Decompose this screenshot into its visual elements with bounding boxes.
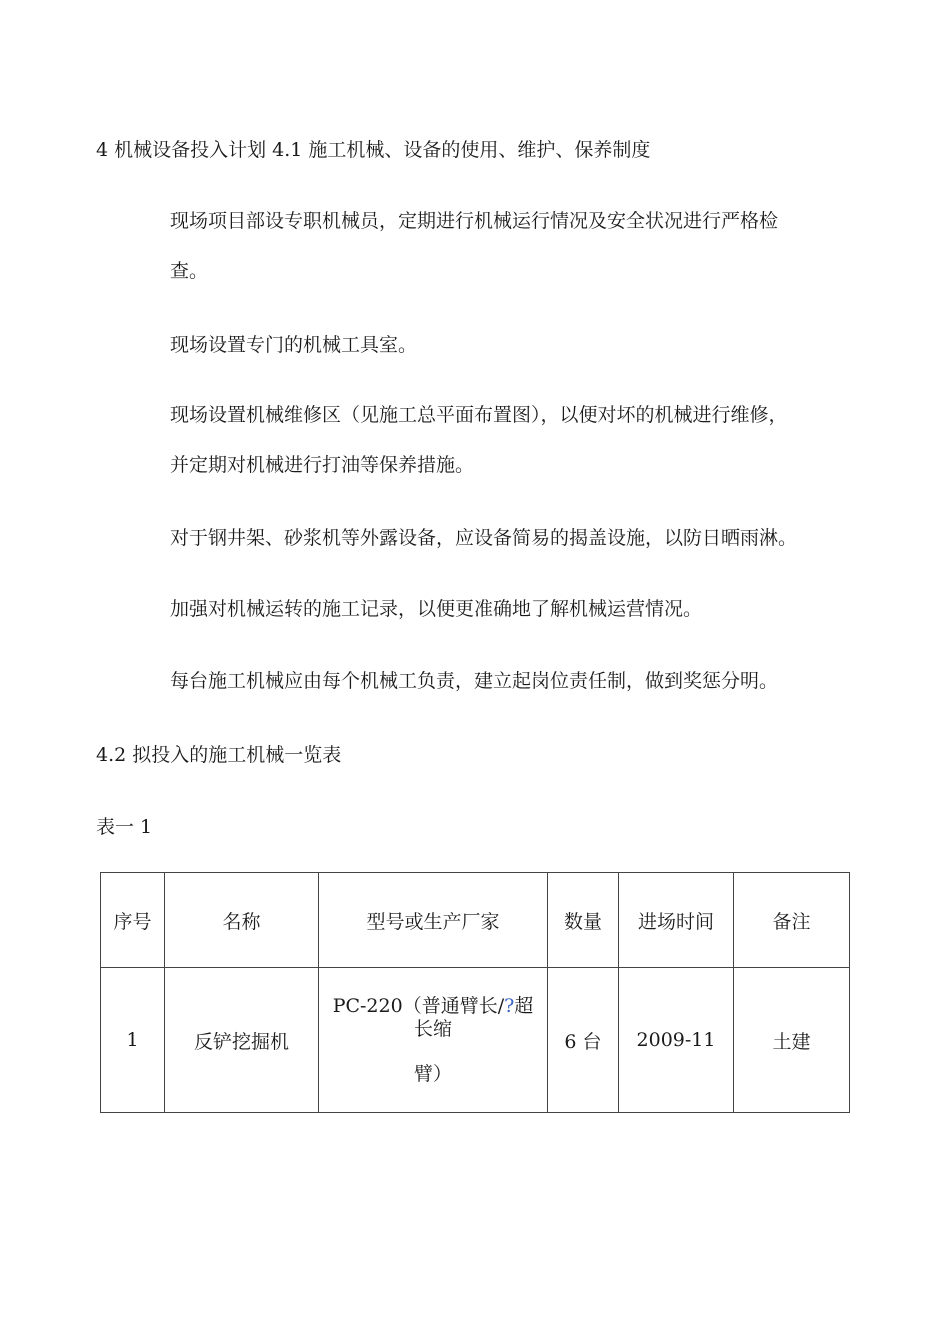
model-line-1-a: PC-220（普通臂长/ xyxy=(332,994,505,1017)
model-line-1-q: ? xyxy=(504,994,515,1017)
table-row xyxy=(101,968,850,1113)
cell-remark: 土建 xyxy=(734,968,850,1113)
table-caption: 表一 1 xyxy=(96,816,153,838)
paragraph-1-line-1: 现场项目部设专职机械员，定期进行机械运行情况及安全状况进行严格检 xyxy=(170,210,779,232)
paragraph-4: 对于钢井架、砂浆机等外露设备，应设备简易的揭盖设施，以防日晒雨淋。 xyxy=(170,527,798,549)
header-index: 序号 xyxy=(101,873,165,968)
header-quantity: 数量 xyxy=(548,873,619,968)
machinery-table xyxy=(100,872,850,1113)
cell-index: 1 xyxy=(101,968,165,1113)
model-line-1-b: 超 xyxy=(514,994,534,1017)
table-header-row xyxy=(101,873,850,968)
model-line-2: 长缩 xyxy=(413,1017,452,1040)
paragraph-6: 每台施工机械应由每个机械工负责，建立起岗位责任制，做到奖惩分明。 xyxy=(170,670,779,692)
cell-name: 反铲挖掘机 xyxy=(165,968,319,1113)
paragraph-3-line-1: 现场设置机械维修区（见施工总平面布置图），以便对坏的机械进行维修， xyxy=(170,404,788,426)
model-line-1 xyxy=(319,995,547,1018)
header-name: 名称 xyxy=(165,873,319,968)
paragraph-3-line-2: 并定期对机械进行打油等保养措施。 xyxy=(170,454,475,476)
section-heading-4-2: 4.2 拟投入的施工机械一览表 xyxy=(96,744,342,766)
paragraph-5: 加强对机械运转的施工记录，以便更准确地了解机械运营情况。 xyxy=(170,598,703,620)
paragraph-2: 现场设置专门的机械工具室。 xyxy=(170,334,418,356)
header-model: 型号或生产厂家 xyxy=(319,873,548,968)
cell-quantity: 6 台 xyxy=(548,968,619,1113)
cell-entry-time: 2009-11 xyxy=(619,968,734,1113)
cell-model xyxy=(319,968,548,1113)
model-line-3: 臂） xyxy=(413,1062,452,1085)
paragraph-1-line-2: 查。 xyxy=(170,260,209,282)
header-entry-time: 进场时间 xyxy=(619,873,734,968)
header-remark: 备注 xyxy=(734,873,850,968)
section-heading-4: 4 机械设备投入计划 4.1 施工机械、设备的使用、维护、保养制度 xyxy=(96,139,651,161)
